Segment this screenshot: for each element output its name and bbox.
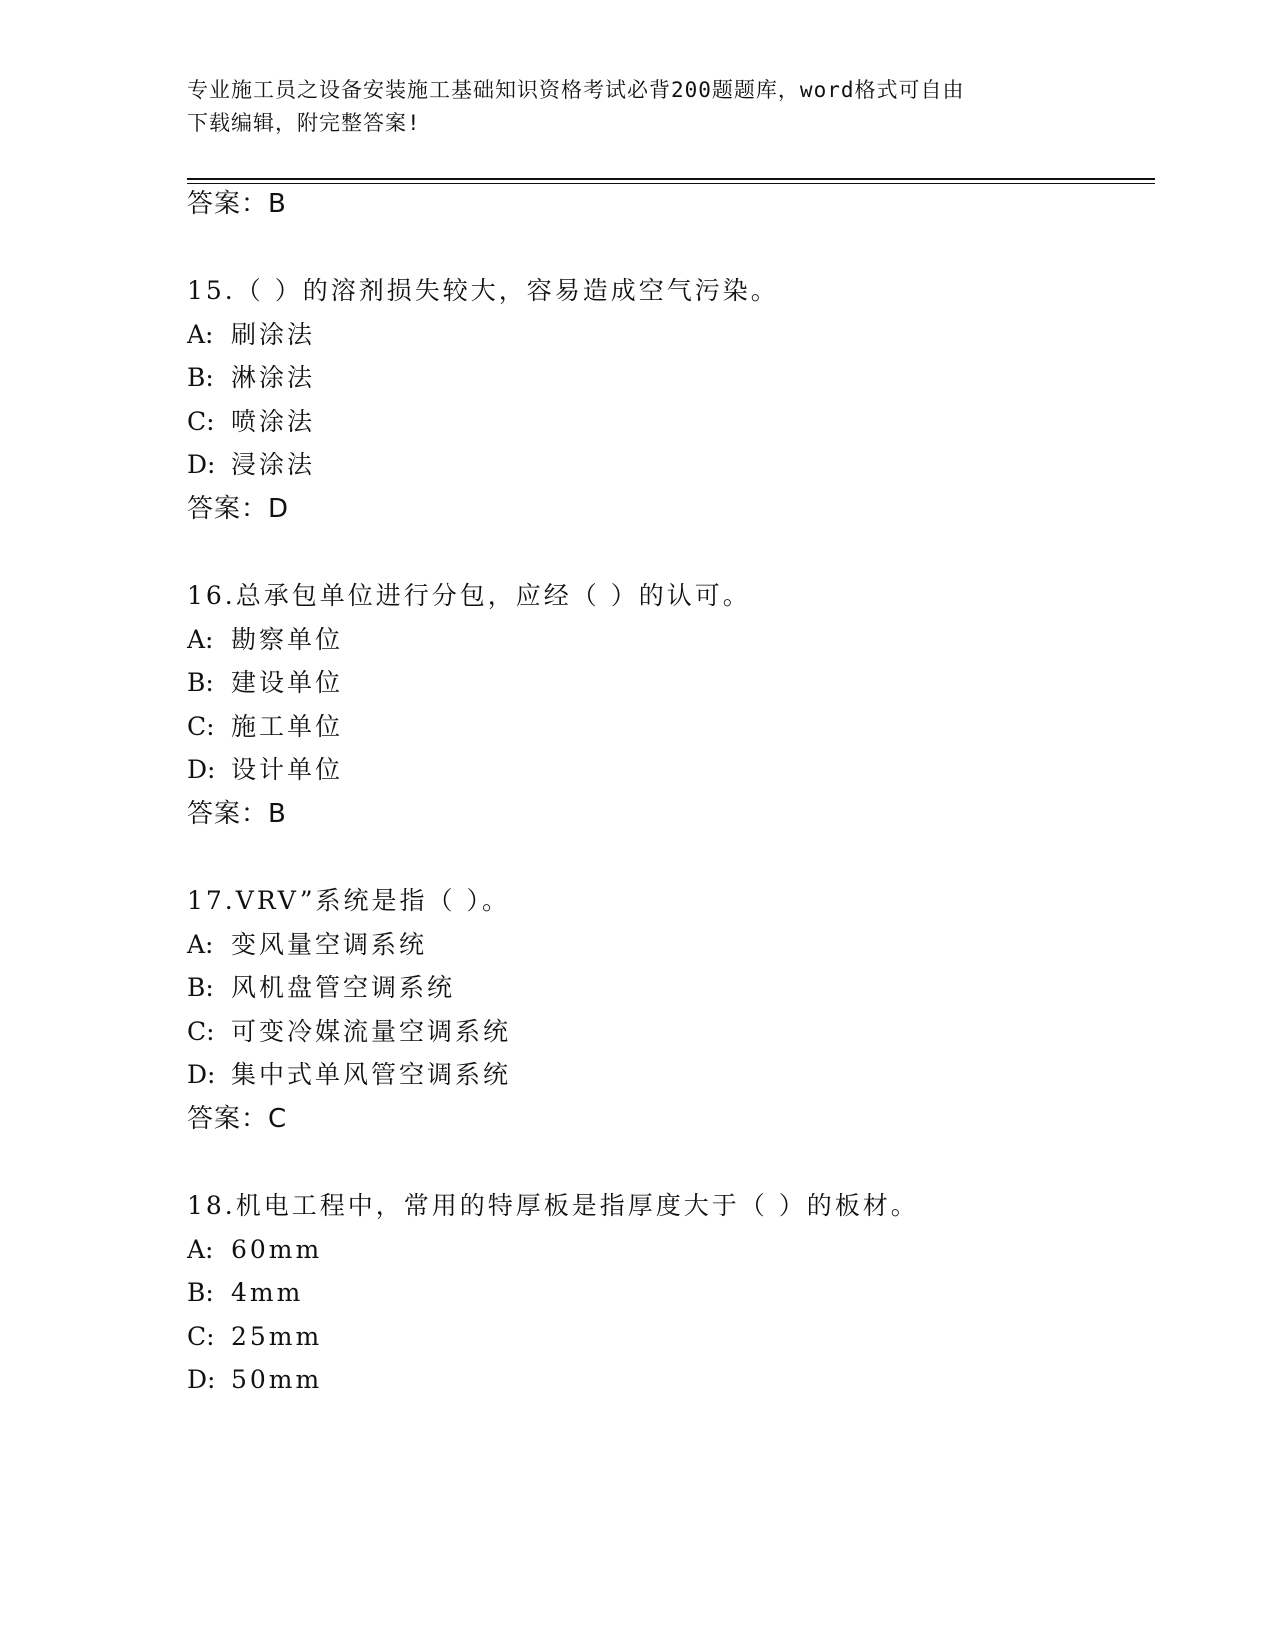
option-c — [187, 711, 343, 743]
option-text: 可变冷媒流量空调系统 — [231, 1017, 512, 1046]
option-key: C: — [187, 712, 215, 741]
question-stem: 15.（ ）的溶剂损失较大，容易造成空气污染。 — [187, 276, 779, 305]
option-key: D: — [187, 1060, 216, 1089]
option-key: B: — [187, 973, 214, 1002]
option-key: B: — [187, 668, 214, 697]
option-text: 集中式单风管空调系统 — [231, 1060, 512, 1089]
question-stem: 18.机电工程中，常用的特厚板是指厚度大于（ ）的板材。 — [187, 1191, 919, 1220]
document-header — [187, 74, 1067, 140]
option-key: D: — [187, 450, 216, 479]
answer-line: 答案：D — [187, 494, 290, 524]
option-key: A: — [187, 320, 214, 349]
option-key: B: — [187, 1278, 214, 1307]
option-text: 喷涂法 — [231, 407, 316, 436]
option-text: 风机盘管空调系统 — [231, 973, 456, 1002]
answer-line: 答案：B — [187, 189, 287, 219]
question-stem: 16.总承包单位进行分包，应经（ ）的认可。 — [187, 581, 751, 610]
option-text: 变风量空调系统 — [231, 930, 428, 959]
option-text: 施工单位 — [231, 712, 344, 741]
option-text: 刷涂法 — [231, 320, 316, 349]
option-d — [187, 754, 343, 786]
header-divider-thick — [187, 178, 1155, 180]
option-key: A: — [187, 625, 214, 654]
answer-line: 答案：C — [187, 1104, 288, 1134]
option-a — [187, 624, 343, 656]
option-text: 设计单位 — [231, 755, 344, 784]
option-d — [187, 1059, 511, 1091]
option-key: B: — [187, 363, 214, 392]
option-text: 60mm — [231, 1235, 323, 1264]
option-text: 4mm — [231, 1278, 304, 1307]
option-key: D: — [187, 755, 216, 784]
option-c — [187, 1016, 511, 1048]
option-key: A: — [187, 1235, 214, 1264]
option-a — [187, 1234, 322, 1266]
question-stem: 17.VRV”系统是指（ ）。 — [187, 886, 510, 915]
option-text: 淋涂法 — [231, 363, 316, 392]
option-text: 建设单位 — [231, 668, 344, 697]
option-key: C: — [187, 1017, 215, 1046]
option-text: 浸涂法 — [231, 450, 316, 479]
option-key: C: — [187, 1322, 215, 1351]
header-line-2: 下载编辑，附完整答案! — [187, 111, 421, 135]
option-key: C: — [187, 407, 215, 436]
option-d — [187, 449, 315, 481]
option-a — [187, 929, 427, 961]
option-d — [187, 1364, 322, 1396]
option-c — [187, 406, 315, 438]
option-text: 勘察单位 — [231, 625, 344, 654]
header-divider-thin — [187, 183, 1155, 184]
answer-line: 答案：B — [187, 799, 287, 829]
option-key: A: — [187, 930, 214, 959]
option-b — [187, 1277, 303, 1309]
option-a — [187, 319, 315, 351]
option-text: 25mm — [231, 1322, 323, 1351]
option-key: D: — [187, 1365, 216, 1394]
option-b — [187, 362, 315, 394]
option-b — [187, 972, 455, 1004]
option-text: 50mm — [231, 1365, 323, 1394]
header-line-1: 专业施工员之设备安装施工基础知识资格考试必背200题题库，word格式可自由 — [187, 78, 965, 102]
option-b — [187, 667, 343, 699]
option-c — [187, 1321, 322, 1353]
